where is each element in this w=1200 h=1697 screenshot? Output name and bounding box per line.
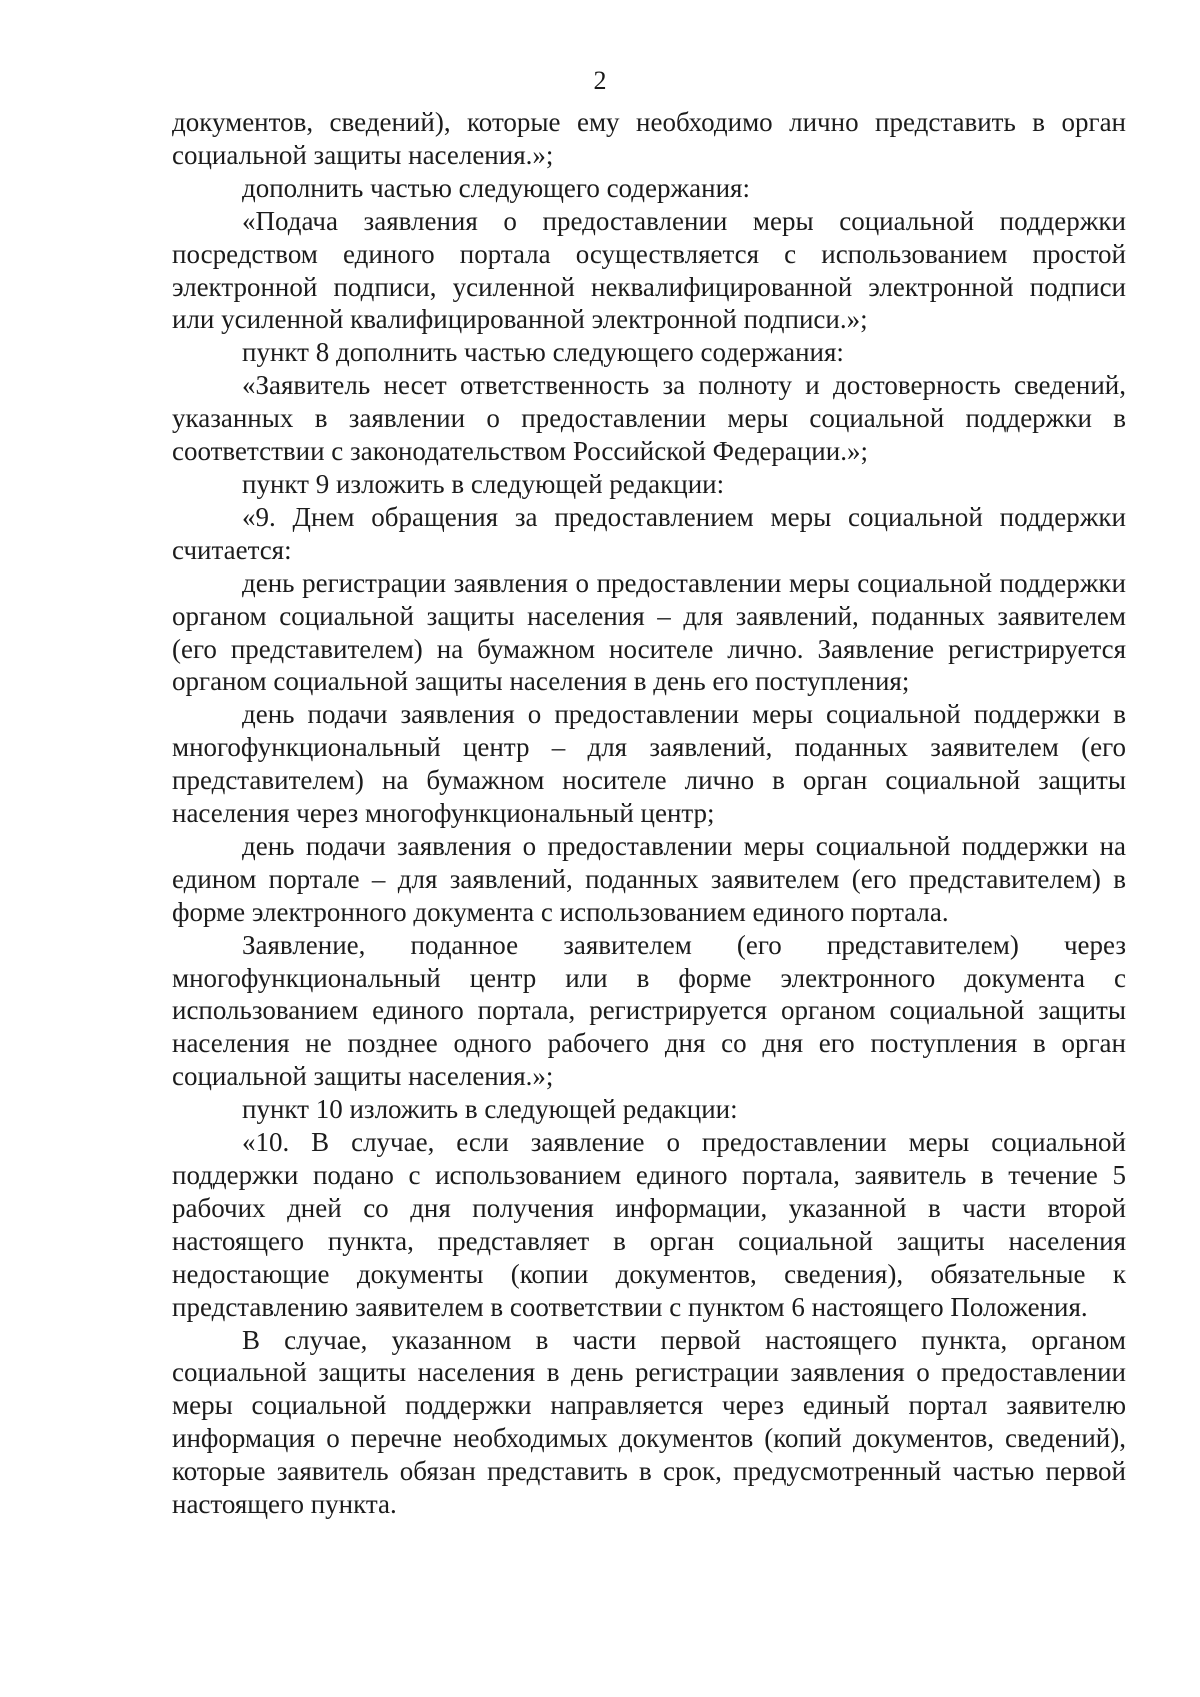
paragraph-amend-instruction: пункт 10 изложить в следующей редакции: [242,1094,738,1125]
paragraph-quoted-text: «9. Днем обращения за предоставлением меры социальной поддержки считается: [172,501,1126,565]
document-body [172,106,1126,1521]
paragraph-quoted-text: день подачи заявления о предоставлении меры социальной поддержки в многофункциональный центр – для заявлений, поданных заявителем (его представителем) на бумажном носителе лично в орган социальной защиты населения через многофункциональный центр; [172,699,1126,829]
paragraph-quoted-text: «Заявитель несет ответственность за полноту и достоверность сведений, указанных в заявлении о предоставлении меры социальной поддержки в соответствии с законодательством Российской Федерации.»; [172,370,1126,467]
paragraph-quoted-text: «10. В случае, если заявление о предоставлении меры социальной поддержки подано с использованием единого портала, заявитель в течение 5 рабочих дней со дня получения информации, указанной в части второй настоящего пункта, представляет в орган социальной защиты населения недостающие документы (копии документов, сведения), обязательные к представлению заявителем в соответствии с пунктом 6 настоящего Положения. [172,1127,1126,1322]
paragraph-continuation: документов, сведений), которые ему необходимо лично представить в орган социальной защиты населения.»; [172,107,1126,170]
paragraph-amend-instruction: пункт 9 изложить в следующей редакции: [242,468,725,499]
paragraph-amend-instruction: пункт 8 дополнить частью следующего содержания: [242,337,844,368]
paragraph-quoted-text: Заявление, поданное заявителем (его представителем) через многофункциональный центр или в форме электронного документа с использованием единого портала, регистрируется органом социальной защиты населения не позднее одного рабочего дня со дня его поступления в орган социальной защиты населения.»; [172,929,1126,1092]
paragraph-quoted-text: «Подача заявления о предоставлении меры социальной поддержки посредством единого портала осуществляется с использованием простой электронной подписи, усиленной неквалифицированной электронной подписи или усиленной квалифицированной электронной подписи.»; [172,205,1126,335]
paragraph-quoted-text: В случае, указанном в части первой настоящего пункта, органом социальной защиты населения в день регистрации заявления о предоставлении меры социальной поддержки направляется через единый портал заявителю информация о перечне необходимых документов (копий документов, сведений), которые заявитель обязан представить в срок, предусмотренный частью первой настоящего пункта. [172,1324,1126,1520]
paragraph-quoted-text: день подачи заявления о предоставлении меры социальной поддержки на едином портале – для заявлений, поданных заявителем (его представителем) в форме электронного документа с использованием единого портала. [172,830,1126,927]
paragraph-amend-instruction: дополнить частью следующего содержания: [242,172,750,203]
page-number: 2 [593,66,607,95]
paragraph-quoted-text: день регистрации заявления о предоставлении меры социальной поддержки органом социальной защиты населения – для заявлений, поданных заявителем (его представителем) на бумажном носителе лично. Заявление регистрируется органом социальной защиты населения в день его поступления; [172,567,1126,697]
